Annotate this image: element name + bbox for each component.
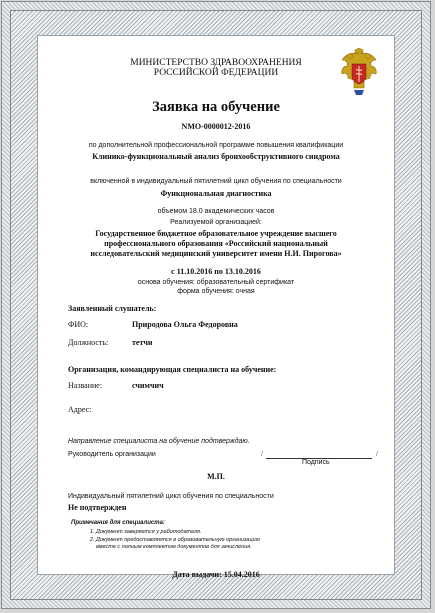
fio-label: ФИО: (68, 320, 89, 329)
sender-name-value: счимчич (132, 381, 164, 390)
program-intro: по дополнительной профессиональной программе повышения квалификации (88, 142, 344, 149)
sign-slash-open: / (261, 450, 263, 458)
guilloche-border (10, 10, 422, 600)
specialty-name: Функциональная диагностика (160, 189, 272, 198)
organization-name (38, 229, 394, 259)
study-basis: основа обучения: образовательный сертификат (137, 279, 295, 286)
sender-heading: Организация, командирующая специалиста на обучение: (68, 365, 277, 374)
sender-address-label: Адрес: (68, 405, 92, 414)
notes-list (82, 529, 260, 552)
notes-heading: Примечания для специалиста: (71, 520, 165, 526)
volume-hours: объемом 18.0 академических часов (157, 208, 275, 215)
individual-cycle-label: Индивидуальный пятилетний цикл обучения по специальности (68, 493, 274, 500)
organization-name-line-1: Государственное бюджетное образовательное учреждение высшего (95, 229, 337, 238)
listener-heading: Заявленный слушатель: (68, 304, 157, 313)
ministry-line-1: МИНИСТЕРСТВО ЗДРАВООХРАНЕНИЯ (130, 58, 302, 68)
ministry-line-2: РОССИЙСКОЙ ФЕДЕРАЦИИ (153, 68, 279, 78)
individual-cycle-status: Не подтвержден (68, 503, 127, 512)
certificate-page (1, 1, 431, 609)
sign-slash-close: / (376, 450, 378, 458)
document-title: Заявка на обучение (152, 99, 280, 115)
organization-name-line-2: профессионального образования «Российский национальный (104, 239, 328, 248)
note-item-2-line-2: вместе с полным комплектом документов для зачисления. (96, 544, 252, 550)
program-name: Клинико-функциональный анализ бронхообструктивного синдрома (92, 152, 340, 161)
sender-name-label: Название: (68, 381, 103, 390)
organization-label: Реализуемой организацией: (170, 219, 262, 226)
position-value: тетчи (132, 338, 153, 347)
document-number: NMO-0000012-2016 (181, 122, 251, 131)
double-headed-eagle-icon (338, 48, 380, 96)
signature-caption: Подпись (302, 459, 330, 466)
issue-date: Дата выдачи: 15.04.2016 (172, 570, 260, 579)
study-form: форма обучения: очная (177, 288, 255, 295)
note-item (96, 537, 260, 552)
position-label: Должность: (68, 338, 109, 347)
head-label: Руководитель организации (68, 451, 156, 458)
organization-name-line-3: исследовательский медицинский университет имени Н.И. Пирогова» (90, 249, 342, 258)
fio-value: Природова Ольга Федоровна (132, 320, 238, 329)
note-item: 1. Документ заверяется у работодателя. (96, 529, 260, 537)
cycle-intro: включенной в индивидуальный пятилетний цикл обучения по специальности (90, 178, 342, 185)
study-period: с 11.10.2016 по 13.10.2016 (171, 267, 261, 276)
document-body (37, 35, 395, 579)
confirmation-text: Направление специалиста на обучение подтверждаю. (68, 438, 250, 445)
note-item-2-line-1: Документ предоставляется в образовательную организацию (96, 536, 260, 543)
stamp-placeholder: М.П. (207, 472, 225, 481)
